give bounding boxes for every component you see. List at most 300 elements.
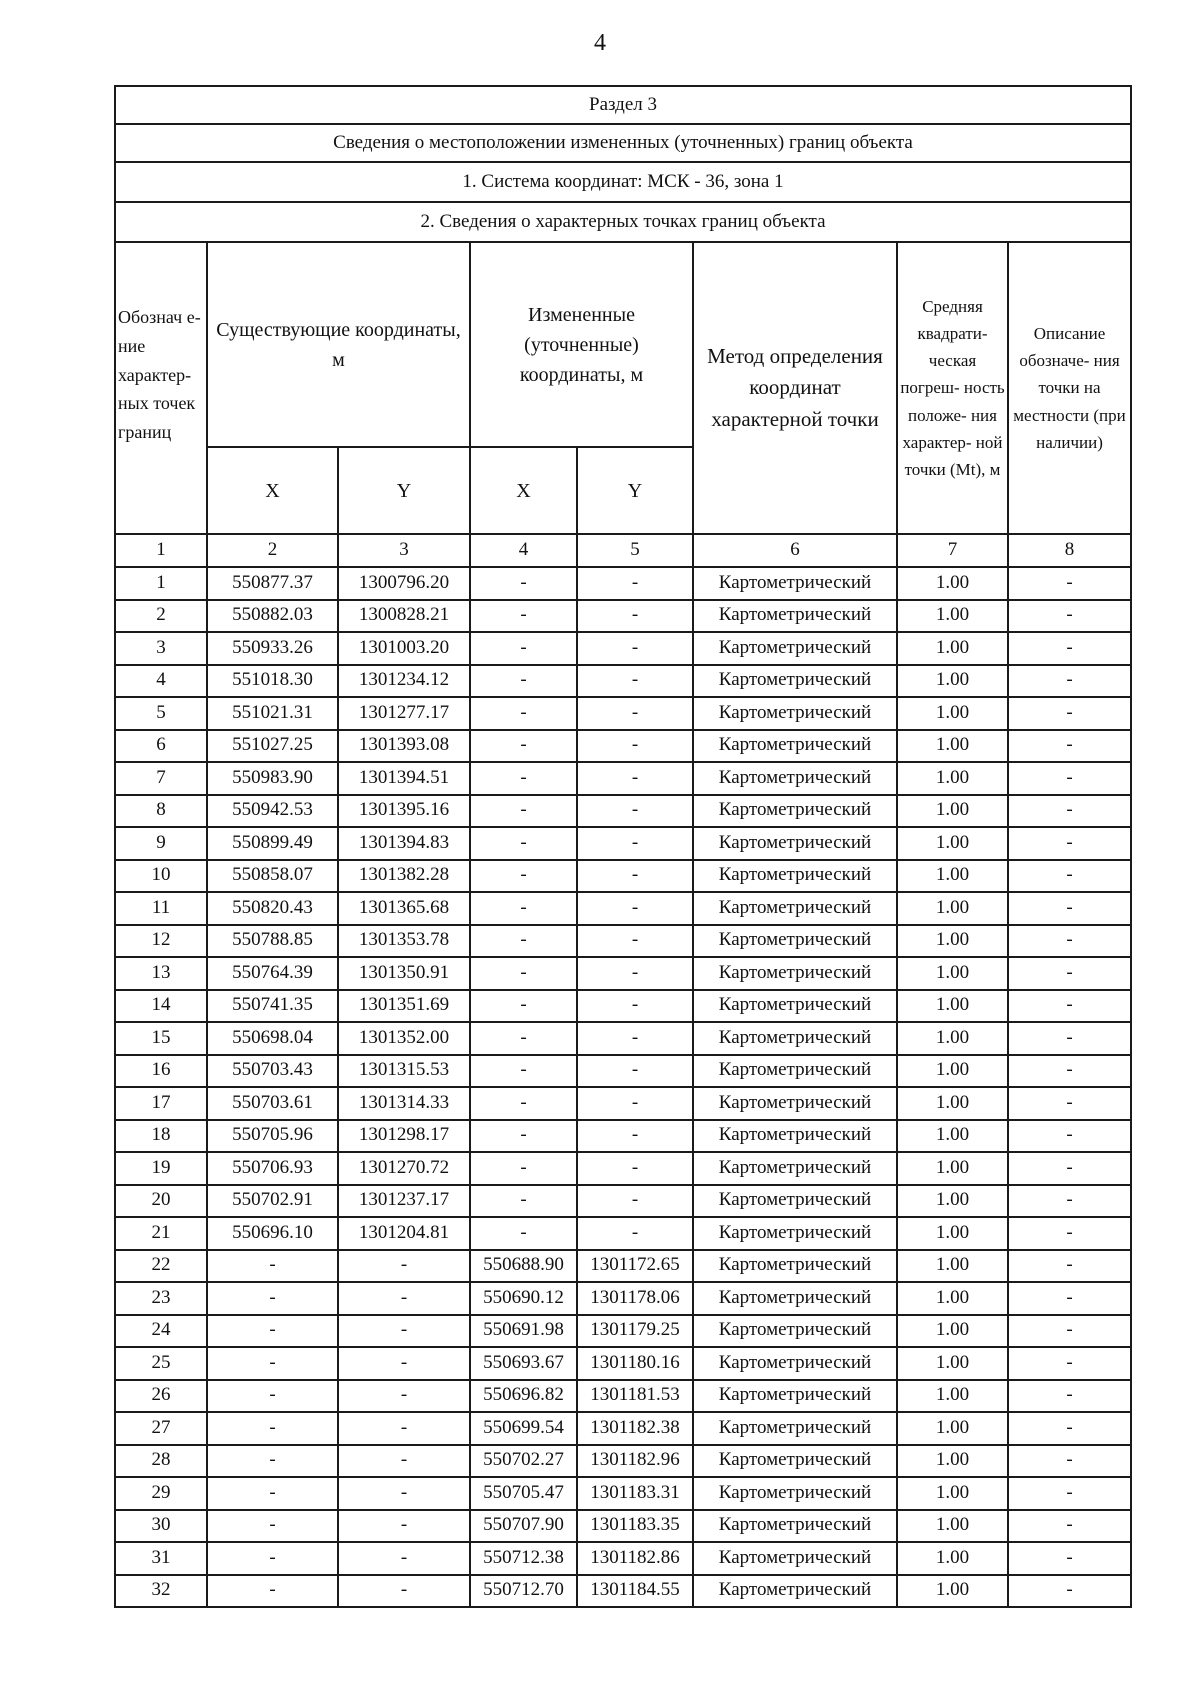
mean-square-error-cell: 1.00 bbox=[897, 1315, 1008, 1348]
header-existing-coordinates: Существующие координаты, м bbox=[207, 242, 470, 447]
point-number-cell: 9 bbox=[115, 827, 207, 860]
mean-square-error-cell: 1.00 bbox=[897, 827, 1008, 860]
changed-x-cell: - bbox=[470, 1120, 577, 1153]
existing-x-cell: - bbox=[207, 1510, 338, 1543]
point-description-cell: - bbox=[1008, 925, 1131, 958]
table-row bbox=[115, 827, 1131, 860]
existing-x-cell: - bbox=[207, 1477, 338, 1510]
changed-x-cell: 550712.38 bbox=[470, 1542, 577, 1575]
changed-y-cell: 1301183.35 bbox=[577, 1510, 693, 1543]
changed-x-cell: 550691.98 bbox=[470, 1315, 577, 1348]
existing-x-cell: - bbox=[207, 1575, 338, 1608]
existing-y-cell: 1301234.12 bbox=[338, 665, 470, 698]
changed-y-cell: 1301181.53 bbox=[577, 1380, 693, 1413]
point-number-cell: 11 bbox=[115, 892, 207, 925]
point-description-cell: - bbox=[1008, 1152, 1131, 1185]
changed-x-cell: - bbox=[470, 1022, 577, 1055]
method-cell: Картометрический bbox=[693, 1347, 897, 1380]
mean-square-error-cell: 1.00 bbox=[897, 1412, 1008, 1445]
existing-x-cell: 550705.96 bbox=[207, 1120, 338, 1153]
changed-x-cell: - bbox=[470, 567, 577, 600]
method-cell: Картометрический bbox=[693, 1055, 897, 1088]
point-number-cell: 32 bbox=[115, 1575, 207, 1608]
method-cell: Картометрический bbox=[693, 892, 897, 925]
existing-y-cell: 1301394.83 bbox=[338, 827, 470, 860]
changed-x-cell: - bbox=[470, 1087, 577, 1120]
point-description-cell: - bbox=[1008, 697, 1131, 730]
changed-x-cell: - bbox=[470, 957, 577, 990]
header-changed-coordinates: Измененные (уточненные) координаты, м bbox=[470, 242, 693, 447]
point-number-cell: 28 bbox=[115, 1445, 207, 1478]
method-cell: Картометрический bbox=[693, 600, 897, 633]
column-number: 1 bbox=[115, 534, 207, 567]
method-cell: Картометрический bbox=[693, 1282, 897, 1315]
changed-x-cell: 550688.90 bbox=[470, 1250, 577, 1283]
method-cell: Картометрический bbox=[693, 957, 897, 990]
point-number-cell: 23 bbox=[115, 1282, 207, 1315]
table-row bbox=[115, 1185, 1131, 1218]
point-description-cell: - bbox=[1008, 860, 1131, 893]
point-description-cell: - bbox=[1008, 827, 1131, 860]
changed-y-cell: - bbox=[577, 665, 693, 698]
point-description-cell: - bbox=[1008, 990, 1131, 1023]
table-title: Сведения о местоположении измененных (уточненных) границ объекта bbox=[115, 124, 1131, 162]
mean-square-error-cell: 1.00 bbox=[897, 1120, 1008, 1153]
existing-y-cell: 1301277.17 bbox=[338, 697, 470, 730]
table-row bbox=[115, 1380, 1131, 1413]
table-row bbox=[115, 1250, 1131, 1283]
changed-y-cell: 1301178.06 bbox=[577, 1282, 693, 1315]
changed-y-cell: - bbox=[577, 957, 693, 990]
existing-y-cell: 1301314.33 bbox=[338, 1087, 470, 1120]
point-description-cell: - bbox=[1008, 632, 1131, 665]
mean-square-error-cell: 1.00 bbox=[897, 795, 1008, 828]
existing-y-cell: 1300796.20 bbox=[338, 567, 470, 600]
changed-y-cell: - bbox=[577, 1152, 693, 1185]
point-description-cell: - bbox=[1008, 1217, 1131, 1250]
mean-square-error-cell: 1.00 bbox=[897, 1152, 1008, 1185]
existing-x-cell: 550899.49 bbox=[207, 827, 338, 860]
existing-y-cell: 1301395.16 bbox=[338, 795, 470, 828]
existing-y-cell: 1301393.08 bbox=[338, 730, 470, 763]
table-row bbox=[115, 1087, 1131, 1120]
method-cell: Картометрический bbox=[693, 665, 897, 698]
point-number-cell: 20 bbox=[115, 1185, 207, 1218]
changed-y-cell: - bbox=[577, 1120, 693, 1153]
point-number-cell: 5 bbox=[115, 697, 207, 730]
table-row bbox=[115, 957, 1131, 990]
point-number-cell: 12 bbox=[115, 925, 207, 958]
changed-x-cell: - bbox=[470, 892, 577, 925]
method-cell: Картометрический bbox=[693, 1185, 897, 1218]
table-row bbox=[115, 567, 1131, 600]
point-number-cell: 24 bbox=[115, 1315, 207, 1348]
point-description-cell: - bbox=[1008, 1510, 1131, 1543]
point-description-cell: - bbox=[1008, 892, 1131, 925]
column-number: 6 bbox=[693, 534, 897, 567]
table-row bbox=[115, 1282, 1131, 1315]
changed-y-cell: - bbox=[577, 762, 693, 795]
table-row bbox=[115, 600, 1131, 633]
changed-x-cell: - bbox=[470, 925, 577, 958]
existing-x-cell: 550703.61 bbox=[207, 1087, 338, 1120]
point-description-cell: - bbox=[1008, 665, 1131, 698]
existing-y-cell: - bbox=[338, 1315, 470, 1348]
method-cell: Картометрический bbox=[693, 1087, 897, 1120]
existing-x-cell: 551027.25 bbox=[207, 730, 338, 763]
changed-x-cell: - bbox=[470, 1217, 577, 1250]
existing-x-cell: - bbox=[207, 1445, 338, 1478]
table-row bbox=[115, 1315, 1131, 1348]
existing-y-cell: 1301365.68 bbox=[338, 892, 470, 925]
mean-square-error-cell: 1.00 bbox=[897, 1445, 1008, 1478]
point-description-cell: - bbox=[1008, 795, 1131, 828]
table-row bbox=[115, 632, 1131, 665]
existing-x-cell: 551018.30 bbox=[207, 665, 338, 698]
changed-x-cell: 550702.27 bbox=[470, 1445, 577, 1478]
point-description-cell: - bbox=[1008, 600, 1131, 633]
method-cell: Картометрический bbox=[693, 1022, 897, 1055]
point-description-cell: - bbox=[1008, 762, 1131, 795]
changed-x-cell: - bbox=[470, 730, 577, 763]
table-row bbox=[115, 1347, 1131, 1380]
point-number-cell: 25 bbox=[115, 1347, 207, 1380]
column-number: 5 bbox=[577, 534, 693, 567]
changed-x-cell: - bbox=[470, 827, 577, 860]
changed-y-cell: - bbox=[577, 827, 693, 860]
existing-x-cell: - bbox=[207, 1347, 338, 1380]
point-description-cell: - bbox=[1008, 730, 1131, 763]
point-number-cell: 10 bbox=[115, 860, 207, 893]
point-description-cell: - bbox=[1008, 1477, 1131, 1510]
section-heading: Раздел 3 bbox=[115, 86, 1131, 124]
existing-y-cell: 1301353.78 bbox=[338, 925, 470, 958]
method-cell: Картометрический bbox=[693, 632, 897, 665]
changed-x-cell: - bbox=[470, 665, 577, 698]
method-cell: Картометрический bbox=[693, 697, 897, 730]
point-description-cell: - bbox=[1008, 1412, 1131, 1445]
changed-x-cell: - bbox=[470, 697, 577, 730]
mean-square-error-cell: 1.00 bbox=[897, 1282, 1008, 1315]
existing-x-cell: 550764.39 bbox=[207, 957, 338, 990]
changed-y-cell: - bbox=[577, 600, 693, 633]
existing-x-cell: 550741.35 bbox=[207, 990, 338, 1023]
mean-square-error-cell: 1.00 bbox=[897, 1477, 1008, 1510]
changed-x-cell: - bbox=[470, 762, 577, 795]
existing-x-cell: 550788.85 bbox=[207, 925, 338, 958]
existing-x-cell: 550858.07 bbox=[207, 860, 338, 893]
existing-x-cell: 550703.43 bbox=[207, 1055, 338, 1088]
point-number-cell: 7 bbox=[115, 762, 207, 795]
point-number-cell: 17 bbox=[115, 1087, 207, 1120]
method-cell: Картометрический bbox=[693, 1445, 897, 1478]
changed-y-cell: - bbox=[577, 730, 693, 763]
changed-y-cell: - bbox=[577, 697, 693, 730]
changed-y-cell: - bbox=[577, 1087, 693, 1120]
mean-square-error-cell: 1.00 bbox=[897, 1055, 1008, 1088]
table-row bbox=[115, 990, 1131, 1023]
point-description-cell: - bbox=[1008, 567, 1131, 600]
changed-x-cell: - bbox=[470, 632, 577, 665]
changed-y-cell: 1301183.31 bbox=[577, 1477, 693, 1510]
point-description-cell: - bbox=[1008, 1347, 1131, 1380]
point-number-cell: 16 bbox=[115, 1055, 207, 1088]
table-row bbox=[115, 1412, 1131, 1445]
existing-x-cell: - bbox=[207, 1250, 338, 1283]
point-description-cell: - bbox=[1008, 1120, 1131, 1153]
table-row bbox=[115, 1445, 1131, 1478]
table-row bbox=[115, 1575, 1131, 1608]
changed-x-cell: - bbox=[470, 990, 577, 1023]
changed-x-cell: 550705.47 bbox=[470, 1477, 577, 1510]
mean-square-error-cell: 1.00 bbox=[897, 1022, 1008, 1055]
method-cell: Картометрический bbox=[693, 1250, 897, 1283]
table-row bbox=[115, 795, 1131, 828]
point-number-cell: 15 bbox=[115, 1022, 207, 1055]
point-description-cell: - bbox=[1008, 1380, 1131, 1413]
point-description-cell: - bbox=[1008, 1315, 1131, 1348]
header-method: Метод определения координат характерной точки bbox=[693, 242, 897, 534]
method-cell: Картометрический bbox=[693, 1152, 897, 1185]
changed-y-cell: - bbox=[577, 1217, 693, 1250]
mean-square-error-cell: 1.00 bbox=[897, 925, 1008, 958]
mean-square-error-cell: 1.00 bbox=[897, 600, 1008, 633]
point-description-cell: - bbox=[1008, 1055, 1131, 1088]
existing-x-cell: 550706.93 bbox=[207, 1152, 338, 1185]
method-cell: Картометрический bbox=[693, 1380, 897, 1413]
changed-x-cell: - bbox=[470, 600, 577, 633]
existing-x-cell: 551021.31 bbox=[207, 697, 338, 730]
existing-x-cell: 550696.10 bbox=[207, 1217, 338, 1250]
point-number-cell: 27 bbox=[115, 1412, 207, 1445]
method-cell: Картометрический bbox=[693, 1477, 897, 1510]
existing-y-cell: 1301352.00 bbox=[338, 1022, 470, 1055]
existing-y-cell: 1301315.53 bbox=[338, 1055, 470, 1088]
existing-x-cell: - bbox=[207, 1542, 338, 1575]
table-row bbox=[115, 1217, 1131, 1250]
method-cell: Картометрический bbox=[693, 1315, 897, 1348]
page-number: 4 bbox=[594, 30, 606, 56]
point-description-cell: - bbox=[1008, 1087, 1131, 1120]
table-row bbox=[115, 1510, 1131, 1543]
existing-x-cell: 550942.53 bbox=[207, 795, 338, 828]
changed-x-cell: 550712.70 bbox=[470, 1575, 577, 1608]
changed-y-cell: - bbox=[577, 795, 693, 828]
method-cell: Картометрический bbox=[693, 827, 897, 860]
point-number-cell: 29 bbox=[115, 1477, 207, 1510]
table-row bbox=[115, 730, 1131, 763]
table-row bbox=[115, 665, 1131, 698]
mean-square-error-cell: 1.00 bbox=[897, 1087, 1008, 1120]
column-number: 3 bbox=[338, 534, 470, 567]
changed-x-cell: 550690.12 bbox=[470, 1282, 577, 1315]
table-row bbox=[115, 1022, 1131, 1055]
boundary-points-table bbox=[114, 85, 1132, 1608]
existing-x-cell: 550877.37 bbox=[207, 567, 338, 600]
point-number-cell: 31 bbox=[115, 1542, 207, 1575]
changed-y-cell: - bbox=[577, 567, 693, 600]
point-number-cell: 30 bbox=[115, 1510, 207, 1543]
point-number-cell: 1 bbox=[115, 567, 207, 600]
existing-x-cell: - bbox=[207, 1412, 338, 1445]
method-cell: Картометрический bbox=[693, 1120, 897, 1153]
changed-y-cell: 1301179.25 bbox=[577, 1315, 693, 1348]
changed-y-cell: 1301172.65 bbox=[577, 1250, 693, 1283]
existing-y-cell: 1301351.69 bbox=[338, 990, 470, 1023]
changed-y-cell: 1301182.86 bbox=[577, 1542, 693, 1575]
mean-square-error-cell: 1.00 bbox=[897, 1250, 1008, 1283]
table-row bbox=[115, 1120, 1131, 1153]
changed-x-cell: - bbox=[470, 1055, 577, 1088]
changed-y-cell: - bbox=[577, 892, 693, 925]
mean-square-error-cell: 1.00 bbox=[897, 697, 1008, 730]
method-cell: Картометрический bbox=[693, 860, 897, 893]
header-point-designation: Обознач е-ние характер- ных точек границ bbox=[115, 242, 207, 534]
table-row bbox=[115, 925, 1131, 958]
point-number-cell: 26 bbox=[115, 1380, 207, 1413]
point-number-cell: 13 bbox=[115, 957, 207, 990]
changed-x-cell: - bbox=[470, 860, 577, 893]
points-heading: 2. Сведения о характерных точках границ объекта bbox=[115, 202, 1131, 242]
point-description-cell: - bbox=[1008, 1250, 1131, 1283]
existing-x-cell: 550702.91 bbox=[207, 1185, 338, 1218]
existing-y-cell: - bbox=[338, 1412, 470, 1445]
table-row bbox=[115, 1542, 1131, 1575]
mean-square-error-cell: 1.00 bbox=[897, 1510, 1008, 1543]
header-existing-x: X bbox=[207, 447, 338, 534]
method-cell: Картометрический bbox=[693, 1510, 897, 1543]
existing-y-cell: 1301237.17 bbox=[338, 1185, 470, 1218]
point-number-cell: 18 bbox=[115, 1120, 207, 1153]
existing-y-cell: 1301350.91 bbox=[338, 957, 470, 990]
changed-y-cell: 1301184.55 bbox=[577, 1575, 693, 1608]
table-row bbox=[115, 1055, 1131, 1088]
existing-y-cell: - bbox=[338, 1575, 470, 1608]
mean-square-error-cell: 1.00 bbox=[897, 762, 1008, 795]
point-description-cell: - bbox=[1008, 1185, 1131, 1218]
point-description-cell: - bbox=[1008, 1542, 1131, 1575]
changed-x-cell: 550707.90 bbox=[470, 1510, 577, 1543]
existing-x-cell: - bbox=[207, 1282, 338, 1315]
mean-square-error-cell: 1.00 bbox=[897, 632, 1008, 665]
changed-y-cell: 1301182.96 bbox=[577, 1445, 693, 1478]
existing-y-cell: 1300828.21 bbox=[338, 600, 470, 633]
existing-x-cell: 550820.43 bbox=[207, 892, 338, 925]
point-description-cell: - bbox=[1008, 1022, 1131, 1055]
existing-y-cell: - bbox=[338, 1282, 470, 1315]
point-number-cell: 19 bbox=[115, 1152, 207, 1185]
existing-y-cell: - bbox=[338, 1445, 470, 1478]
changed-x-cell: 550699.54 bbox=[470, 1412, 577, 1445]
column-number: 8 bbox=[1008, 534, 1131, 567]
mean-square-error-cell: 1.00 bbox=[897, 1185, 1008, 1218]
mean-square-error-cell: 1.00 bbox=[897, 892, 1008, 925]
existing-y-cell: 1301003.20 bbox=[338, 632, 470, 665]
existing-x-cell: 550983.90 bbox=[207, 762, 338, 795]
mean-square-error-cell: 1.00 bbox=[897, 957, 1008, 990]
method-cell: Картометрический bbox=[693, 1412, 897, 1445]
point-description-cell: - bbox=[1008, 1282, 1131, 1315]
changed-y-cell: - bbox=[577, 1022, 693, 1055]
method-cell: Картометрический bbox=[693, 1575, 897, 1608]
method-cell: Картометрический bbox=[693, 1217, 897, 1250]
header-point-description: Описание обозначе- ния точки на местности (при наличии) bbox=[1008, 242, 1131, 534]
method-cell: Картометрический bbox=[693, 762, 897, 795]
existing-x-cell: - bbox=[207, 1380, 338, 1413]
mean-square-error-cell: 1.00 bbox=[897, 1347, 1008, 1380]
point-number-cell: 22 bbox=[115, 1250, 207, 1283]
mean-square-error-cell: 1.00 bbox=[897, 665, 1008, 698]
changed-y-cell: - bbox=[577, 925, 693, 958]
changed-y-cell: - bbox=[577, 990, 693, 1023]
changed-y-cell: - bbox=[577, 860, 693, 893]
existing-y-cell: - bbox=[338, 1380, 470, 1413]
changed-y-cell: - bbox=[577, 1055, 693, 1088]
table-row bbox=[115, 1152, 1131, 1185]
changed-x-cell: - bbox=[470, 1185, 577, 1218]
changed-x-cell: - bbox=[470, 795, 577, 828]
existing-x-cell: 550882.03 bbox=[207, 600, 338, 633]
mean-square-error-cell: 1.00 bbox=[897, 1575, 1008, 1608]
column-number: 7 bbox=[897, 534, 1008, 567]
existing-x-cell: 550698.04 bbox=[207, 1022, 338, 1055]
header-mean-square-error: Средняя квадрати- ческая погреш- ность положе- ния характер- ной точки (Mt), м bbox=[897, 242, 1008, 534]
mean-square-error-cell: 1.00 bbox=[897, 1217, 1008, 1250]
table-row bbox=[115, 1477, 1131, 1510]
header-changed-x: X bbox=[470, 447, 577, 534]
mean-square-error-cell: 1.00 bbox=[897, 990, 1008, 1023]
existing-y-cell: - bbox=[338, 1250, 470, 1283]
existing-y-cell: 1301382.28 bbox=[338, 860, 470, 893]
existing-y-cell: 1301204.81 bbox=[338, 1217, 470, 1250]
header-existing-y: Y bbox=[338, 447, 470, 534]
point-number-cell: 21 bbox=[115, 1217, 207, 1250]
changed-y-cell: 1301182.38 bbox=[577, 1412, 693, 1445]
method-cell: Картометрический bbox=[693, 730, 897, 763]
coordinate-system: 1. Система координат: МСК - 36, зона 1 bbox=[115, 162, 1131, 202]
changed-x-cell: 550693.67 bbox=[470, 1347, 577, 1380]
method-cell: Картометрический bbox=[693, 795, 897, 828]
point-description-cell: - bbox=[1008, 1445, 1131, 1478]
column-numbers-row bbox=[115, 534, 1131, 567]
table-row bbox=[115, 697, 1131, 730]
mean-square-error-cell: 1.00 bbox=[897, 730, 1008, 763]
point-number-cell: 6 bbox=[115, 730, 207, 763]
header-changed-y: Y bbox=[577, 447, 693, 534]
existing-x-cell: 550933.26 bbox=[207, 632, 338, 665]
point-description-cell: - bbox=[1008, 1575, 1131, 1608]
existing-y-cell: 1301394.51 bbox=[338, 762, 470, 795]
changed-y-cell: 1301180.16 bbox=[577, 1347, 693, 1380]
point-description-cell: - bbox=[1008, 957, 1131, 990]
existing-y-cell: 1301298.17 bbox=[338, 1120, 470, 1153]
point-number-cell: 2 bbox=[115, 600, 207, 633]
table-row bbox=[115, 860, 1131, 893]
existing-y-cell: - bbox=[338, 1510, 470, 1543]
point-number-cell: 3 bbox=[115, 632, 207, 665]
method-cell: Картометрический bbox=[693, 990, 897, 1023]
column-number: 2 bbox=[207, 534, 338, 567]
existing-x-cell: - bbox=[207, 1315, 338, 1348]
table-row bbox=[115, 762, 1131, 795]
column-number: 4 bbox=[470, 534, 577, 567]
existing-y-cell: - bbox=[338, 1542, 470, 1575]
existing-y-cell: 1301270.72 bbox=[338, 1152, 470, 1185]
method-cell: Картометрический bbox=[693, 925, 897, 958]
mean-square-error-cell: 1.00 bbox=[897, 567, 1008, 600]
changed-x-cell: 550696.82 bbox=[470, 1380, 577, 1413]
changed-x-cell: - bbox=[470, 1152, 577, 1185]
